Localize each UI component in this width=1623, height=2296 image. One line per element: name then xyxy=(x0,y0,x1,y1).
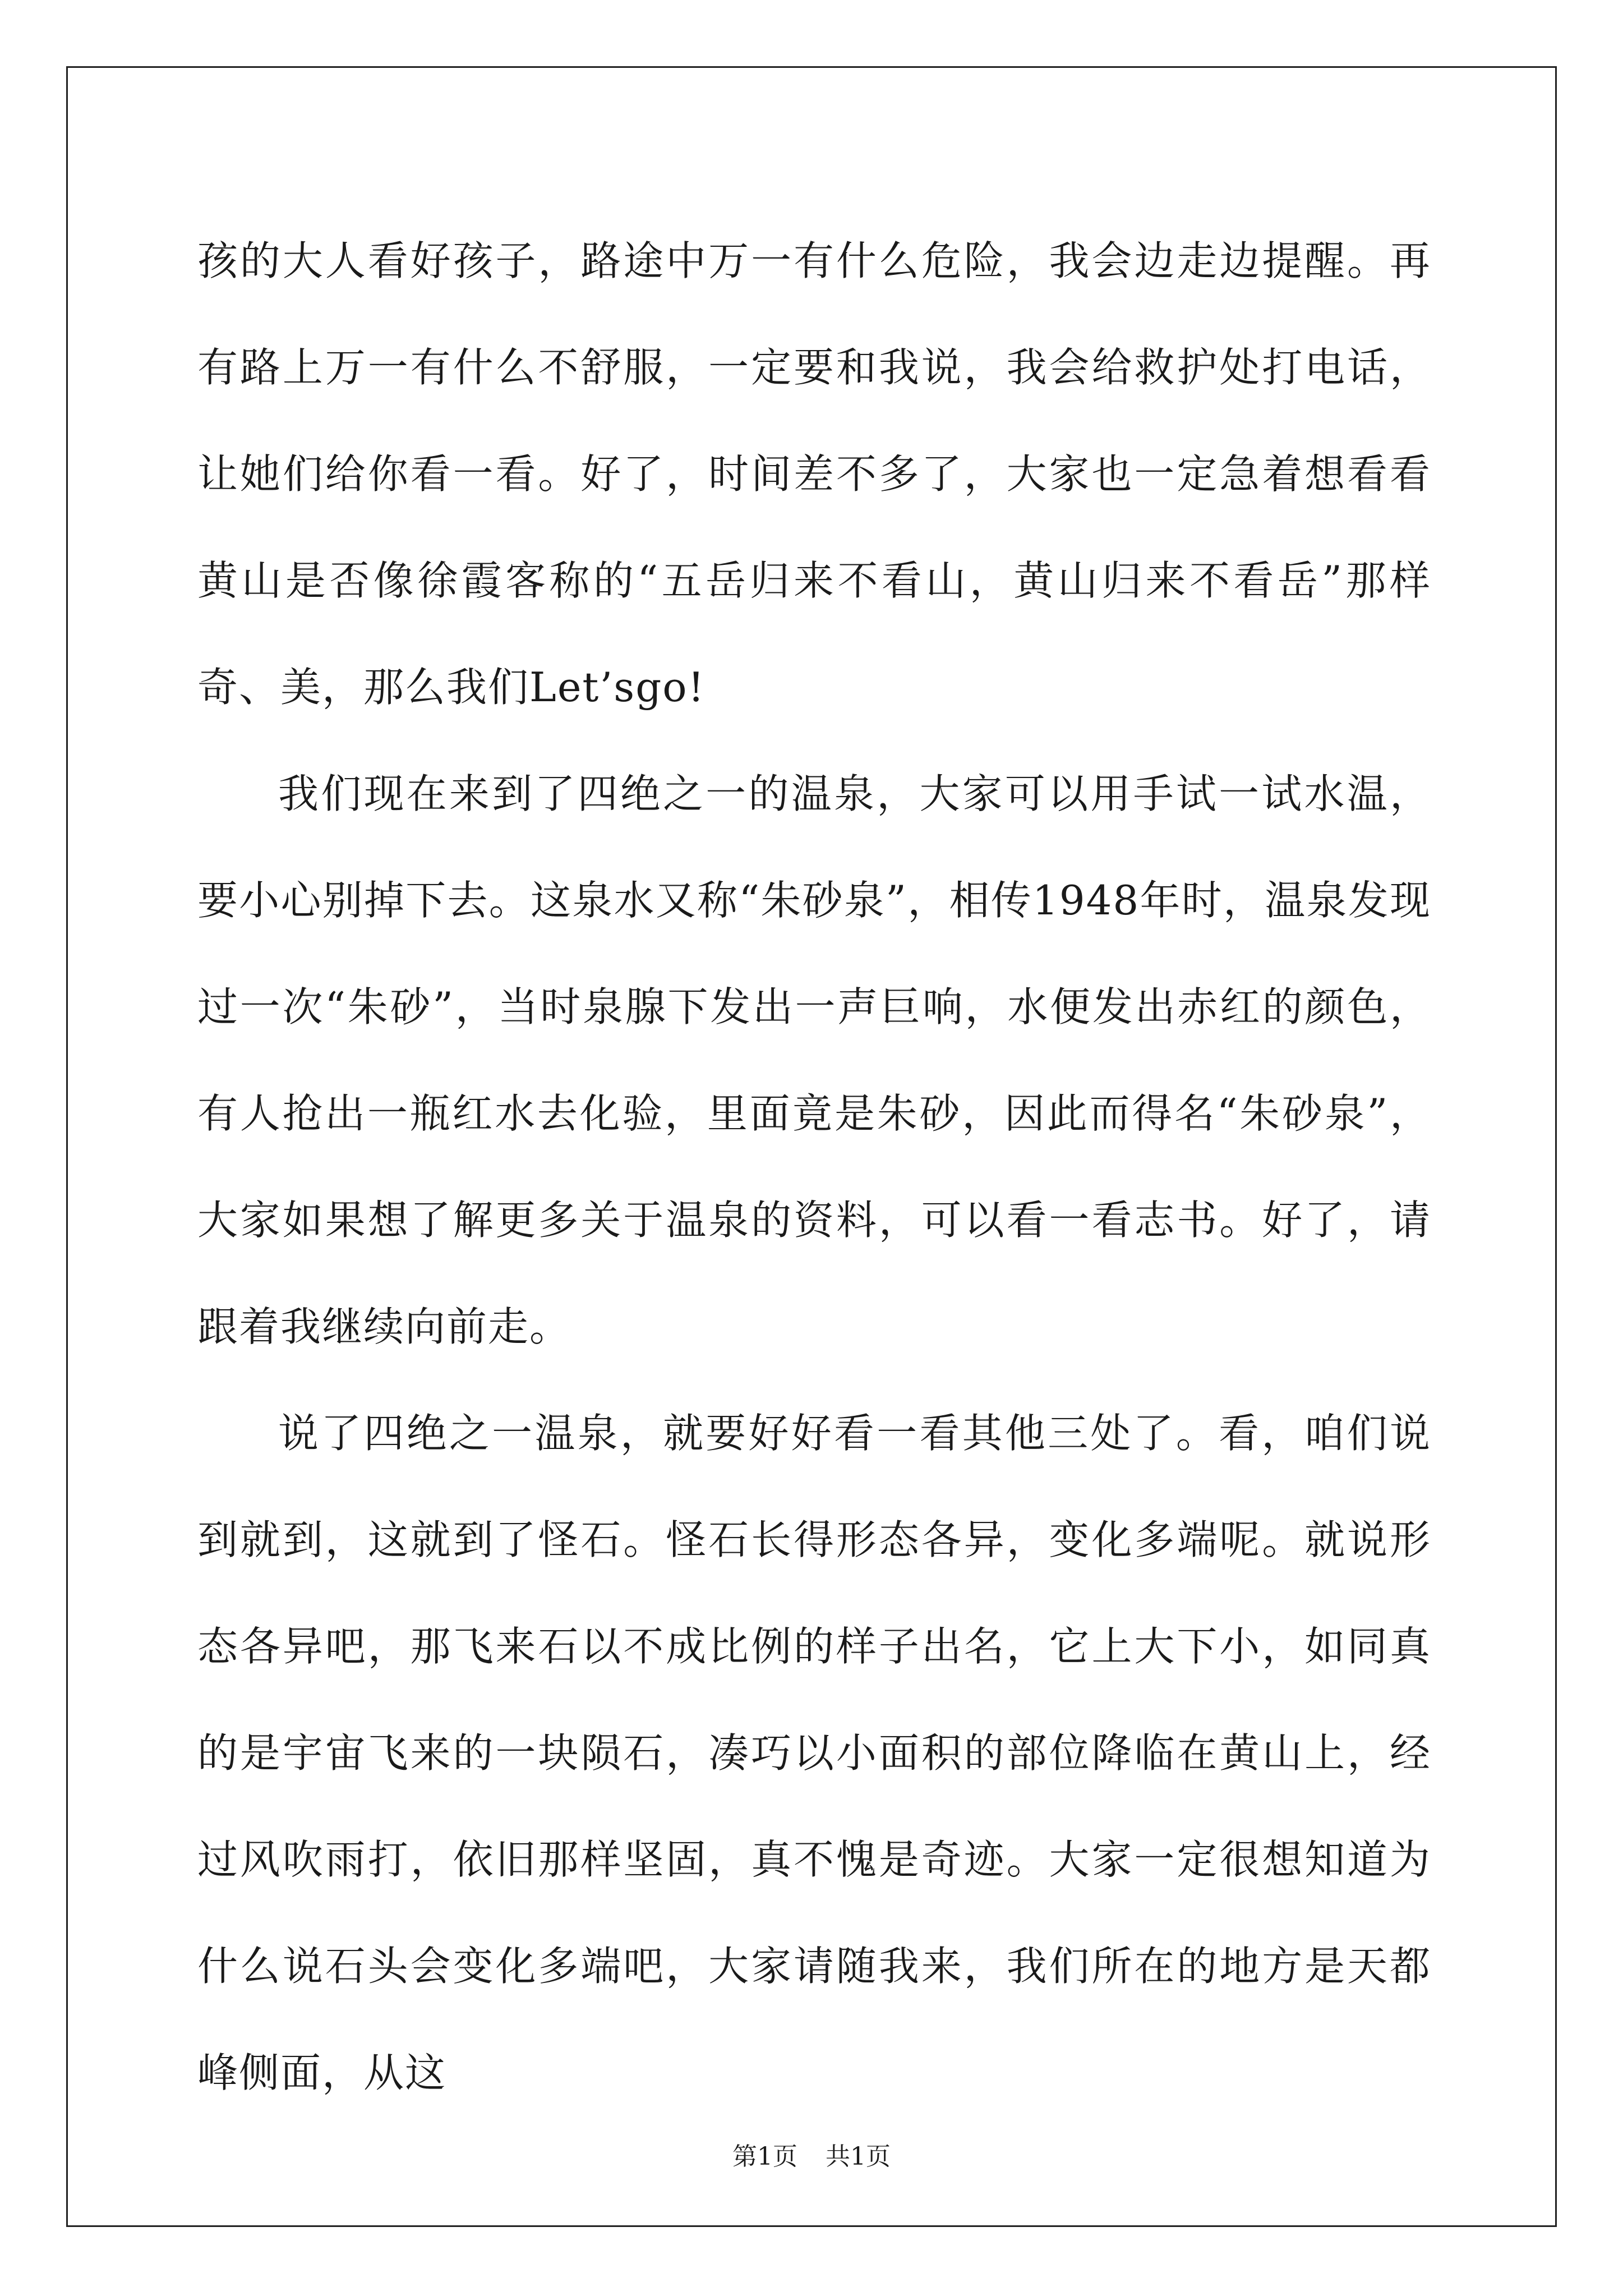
paragraph-3: 说了四绝之一温泉，就要好好看一看其他三处了。看，咱们说到就到，这就到了怪石。怪石长得形态各异，变化多端呢。就说形态各异吧，那飞来石以不成比例的样子出名，它上大下小，如同真的是宇宙飞来的一块陨石，凑巧以小面积的部位降临在黄山上，经过风吹雨打，依旧那样坚固，真不愧是奇迹。大家一定很想知道为什么说石头会变化多端吧，大家请随我来，我们所在的地方是天都峰侧面，从这 xyxy=(197,1410,1431,2096)
page-total: 共1页 xyxy=(826,2142,891,2171)
paragraph-2: 我们现在来到了四绝之一的温泉，大家可以用手试一试水温，要小心别掉下去。这泉水又称“朱砂泉”，相传1948年时，温泉发现过一次“朱砂”，当时泉腺下发出一声巨响，水便发出赤红的颜色，有人抢出一瓶红水去化验，里面竟是朱砂，因此而得名“朱砂泉”，大家如果想了解更多关于温泉的资料，可以看一看志书。好了，请跟着我继续向前走。 xyxy=(197,770,1431,1350)
paragraph-1: 孩的大人看好孩子，路途中万一有什么危险，我会边走边提醒。再有路上万一有什么不舒服，一定要和我说，我会给救护处打电话，让她们给你看一看。好了，时间差不多了，大家也一定急着想看看黄山是否像徐霞客称的“五岳归来不看山，黄山归来不看岳”那样奇、美，那么我们Let’sgo! xyxy=(197,237,1431,711)
page-number: 第1页 xyxy=(732,2142,797,2171)
page-footer xyxy=(0,2136,1623,2172)
document-body xyxy=(197,208,1431,2126)
